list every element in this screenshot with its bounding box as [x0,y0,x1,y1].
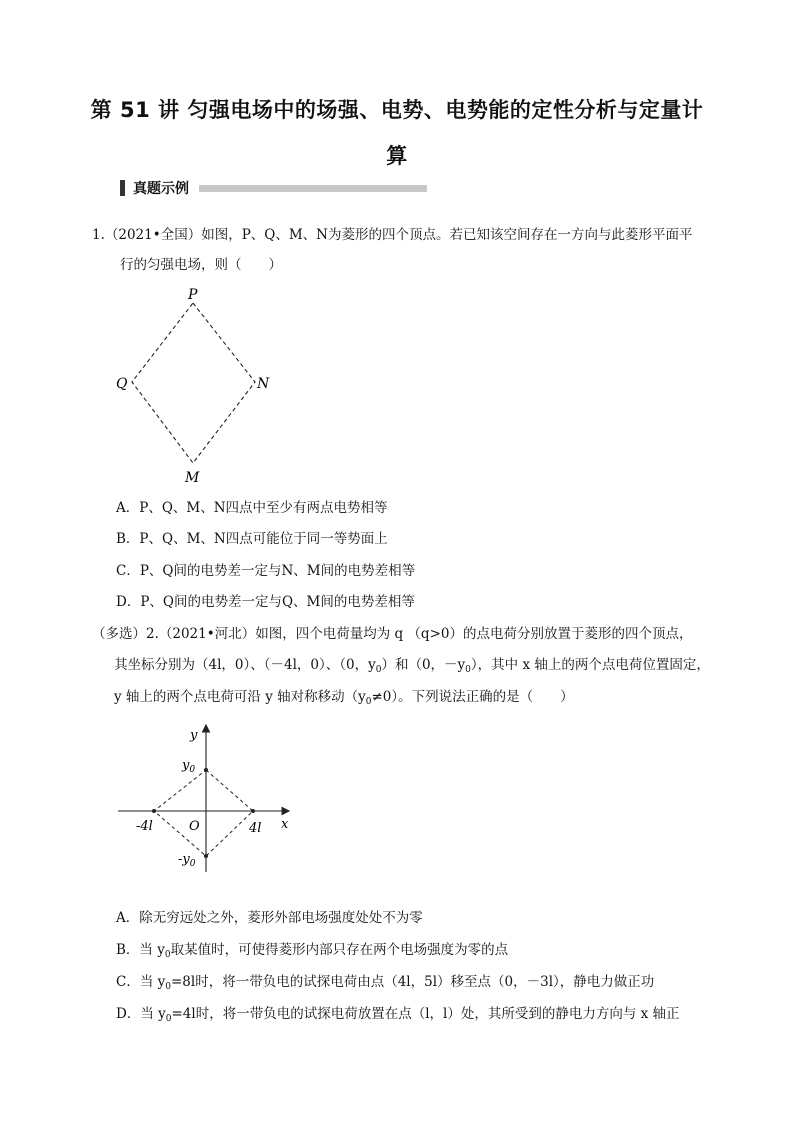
q2-stem-line-1: （多选）2.（2021•河北）如图，四个电荷量均为 q （q>0）的点电荷分别放置于菱形的四个顶点， [92,626,693,642]
x-axis-label: x [281,817,289,832]
q2-stem-line-2: 其坐标分别为（4l，0）、（－4l，0）、（0，$y_0$）和（0，$-y_0$），其中 x 轴上的两个点电荷位置固定， [114,657,710,675]
section-marker [120,180,125,196]
q2-option-a: A．除无穷远处之外，菱形外部电场强度处处不为零 [116,910,423,926]
rhombus-outline [154,770,253,856]
q1-stem-line-1: 1.（2021•全国）如图，P、Q、M、N为菱形的四个顶点。若已知该空间存在一方向与此菱形平面平 [92,227,693,243]
label-n: N [257,376,270,392]
page-title-line-1: 第 51 讲 匀强电场中的场强、电势、电势能的定性分析与定量计 [90,98,704,122]
q1-option-d: D．P、Q间的电势差一定与Q、M间的电势差相等 [116,594,415,610]
q2-coordinate-figure [110,720,310,880]
charge-left [152,809,156,813]
origin-label: O [189,819,200,834]
charge-bottom [204,854,208,858]
y0-label: $y_0$ [182,758,196,775]
q1-stem-line-2: 行的匀强电场，则（ ） [120,257,282,273]
label-m: M [185,470,200,486]
q2-option-b: B．当 $y_0$取某值时，可使得菱形内部只存在两个电场强度为零的点 [116,942,509,960]
label-p: P [188,287,198,303]
label-q: Q [116,376,128,392]
q1-option-c: C．P、Q间的电势差一定与N、M间的电势差相等 [116,563,416,579]
charge-top [204,768,208,772]
q1-option-a: A．P、Q、M、N四点中至少有两点电势相等 [116,500,388,516]
y-axis-label: y [190,728,198,743]
rhombus-outline [132,303,255,463]
q1-rhombus-figure [110,285,280,490]
q2-stem-line-3: y 轴上的两个点电荷可沿 y 轴对称移动$(y_0\ne 0)$。下列说法正确的是（ ） [114,689,574,707]
section-divider [199,185,427,192]
section-header [120,178,427,198]
q1-option-b: B．P、Q、M、N四点可能位于同一等势面上 [116,531,388,547]
q2-option-d: D．当 $y_0=4l$时，将一带负电的试探电荷放置在点（l，l）处，其所受到的静电力方向与 x 轴正 [116,1006,680,1024]
page-title-line-2: 算 [386,144,408,168]
charge-right [251,809,255,813]
neg-y0-label: $-y_0$ [178,852,196,869]
neg-4l-label: -4l [136,819,153,834]
section-label: 真题示例 [133,181,189,197]
q2-option-c: C．当 $y_0=8l$时，将一带负电的试探电荷由点（4l，5l）移至点（0，－3l），静电力做正功 [116,974,655,992]
pos-4l-label: 4l [249,821,262,836]
